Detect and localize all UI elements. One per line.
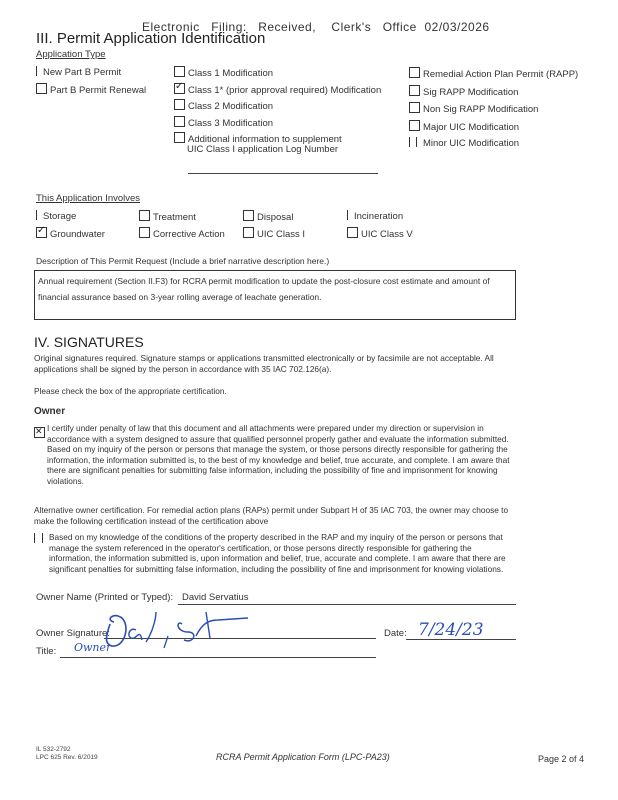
- option-label: Remedial Action Plan Permit (RAPP): [423, 69, 579, 80]
- alt-cert-intro-2: make the following certification instead of the certification above: [34, 516, 269, 526]
- app-type-col-2: [174, 66, 381, 155]
- involves-groundwater[interactable]: [36, 227, 105, 240]
- owner-signature-image[interactable]: [98, 606, 258, 650]
- uic-log-number-field[interactable]: [188, 173, 378, 174]
- owner-signature-label: Owner Signature:: [36, 628, 110, 639]
- title-underline: [60, 657, 376, 658]
- option-major-uic[interactable]: [409, 120, 578, 138]
- option-label: Corrective Action: [153, 229, 225, 240]
- option-label: Part B Permit Renewal: [50, 85, 147, 96]
- owner-cert-line-3: Based on my inquiry of the person or persons that manage the system, or those persons directly responsible for gathering the: [47, 444, 508, 455]
- checkbox[interactable]: [174, 66, 185, 77]
- owner-certification: [34, 423, 510, 486]
- option-label: Additional information to supplement: [188, 134, 342, 145]
- alt-cert-intro-1: Alternative owner certification. For remedial action plans (RAPs) permit under Subpart H of 35 IAC 703, the owner may choose to: [34, 505, 509, 515]
- option-non-sig-rapp[interactable]: [409, 102, 578, 120]
- application-type-label: Application Type: [36, 49, 106, 60]
- option-label: New Part B Permit: [43, 67, 122, 78]
- option-minor-uic[interactable]: [409, 137, 578, 155]
- alt-cert-line-1: Based on my knowledge of the conditions of the property described in the RAP and my inquiry of the person or persons that: [49, 532, 503, 542]
- checkbox-checked[interactable]: [174, 83, 185, 94]
- check-instruction: Please check the box of the appropriate certification.: [34, 386, 227, 396]
- footer-page-number: Page 2 of 4: [538, 754, 585, 764]
- electronic-filing-stamp: Electronic Filing: Received, Clerk's Office 02/03/2026: [142, 20, 490, 34]
- involves-uic-class-i[interactable]: [243, 227, 305, 240]
- checkbox[interactable]: [409, 67, 420, 78]
- option-additional-info[interactable]: [174, 132, 381, 144]
- date-underline: [406, 639, 516, 640]
- involves-disposal[interactable]: [243, 210, 293, 223]
- alt-cert-checkbox[interactable]: [34, 533, 37, 543]
- owner-name-label: Owner Name (Printed or Typed):: [36, 592, 174, 603]
- checkbox-checked[interactable]: [36, 227, 47, 238]
- option-label: Class 1* (prior approval required) Modification: [188, 84, 382, 96]
- option-label: Major UIC Modification: [423, 121, 520, 133]
- owner-cert-line-5: there are significant penalties for submitting false information, including the possibility of fine and imprisonment for knowing: [47, 465, 498, 476]
- checkbox-blank[interactable]: [409, 137, 412, 147]
- involves-treatment[interactable]: [139, 210, 196, 223]
- footer-code-1: IL 532-2792: [36, 746, 71, 753]
- involves-uic-class-v[interactable]: [347, 227, 413, 240]
- checkbox[interactable]: [174, 99, 185, 110]
- checkbox[interactable]: [243, 227, 254, 238]
- involves-corrective-action[interactable]: [139, 227, 225, 240]
- section-iv-title: IV. SIGNATURES: [34, 334, 144, 350]
- option-part-b-renewal[interactable]: [36, 83, 146, 100]
- checkbox[interactable]: [243, 210, 254, 221]
- option-label: Incineration: [354, 211, 404, 222]
- footer-form-name: RCRA Permit Application Form (LPC-PA23): [216, 752, 390, 762]
- option-class-2[interactable]: [174, 99, 381, 116]
- checkbox[interactable]: [139, 210, 150, 221]
- option-class-1-star[interactable]: [174, 83, 381, 100]
- option-label: UIC Class I: [257, 229, 306, 240]
- alt-cert-line-4: significant penalties for submitting false information, including the possibility of fine and imprisonment for knowing violations.: [49, 563, 504, 574]
- description-line-2: financial assurance based on 3-year rolling average of leachate generation.: [38, 292, 322, 302]
- checkbox[interactable]: [139, 227, 150, 238]
- owner-name-value[interactable]: David Servatius: [182, 592, 249, 603]
- option-label: Non Sig RAPP Modification: [423, 104, 539, 115]
- date-label: Date:: [384, 628, 407, 639]
- description-box[interactable]: [34, 270, 516, 320]
- title-value[interactable]: Owner: [74, 641, 112, 654]
- owner-cert-checkbox-x[interactable]: [34, 427, 45, 438]
- option-class-1[interactable]: [174, 66, 381, 83]
- description-label: Description of This Permit Request (Include a brief narrative description here.): [36, 256, 330, 266]
- option-label: Treatment: [153, 212, 196, 223]
- involves-incineration[interactable]: [347, 210, 403, 222]
- uic-log-number-label: UIC Class I application Log Number: [187, 144, 339, 155]
- alt-cert-line-2: manage the system referenced in the operator's certification, or those persons directly responsible for gathering the: [49, 542, 472, 553]
- checkbox-blank[interactable]: [36, 66, 39, 76]
- option-label: Class 2 Modification: [188, 101, 274, 112]
- checkbox[interactable]: [174, 116, 185, 127]
- option-label: Disposal: [257, 212, 294, 223]
- footer-code-2: LPC 625 Rev. 6/2019: [36, 754, 98, 761]
- signatures-intro-2: applications shall be signed by the person in accordance with 35 IAC 702.126(a).: [34, 364, 332, 374]
- option-label: Groundwater: [50, 229, 105, 240]
- involves-storage[interactable]: [36, 210, 76, 222]
- section-iii-title: III. Permit Application Identification: [36, 30, 266, 47]
- option-rapp[interactable]: [409, 67, 578, 85]
- description-line-1: Annual requirement (Section II.F3) for RCRA permit modification to update the post-closure cost estimate and amount of: [38, 276, 490, 286]
- option-label: Class 3 Modification: [188, 117, 274, 129]
- owner-cert-line-1: I certify under penalty of law that this document and all attachments were prepared under my direction or supervision in: [47, 423, 484, 433]
- option-class-3[interactable]: [174, 116, 381, 133]
- owner-heading: Owner: [34, 406, 66, 417]
- checkbox[interactable]: [409, 102, 420, 113]
- option-label: Sig RAPP Modification: [423, 86, 519, 98]
- owner-cert-line-6: violations.: [47, 476, 84, 486]
- signatures-intro-1: Original signatures required. Signature stamps or applications transmitted electronically or by facsimile are not acceptable. All: [34, 353, 494, 363]
- checkbox[interactable]: [409, 120, 420, 131]
- alt-cert-line-3: information, the information submitted is, upon information and belief, true, accurate and complete. I am aware that there are: [49, 553, 506, 564]
- checkbox-blank[interactable]: [36, 210, 39, 220]
- option-sig-rapp[interactable]: [409, 85, 578, 103]
- checkbox[interactable]: [36, 83, 47, 94]
- alt-cert-checkbox-right: [42, 533, 45, 543]
- owner-cert-line-2: accordance with a system designed to assure that qualified personnel properly gather and evaluate the information submitted.: [47, 433, 509, 444]
- checkbox[interactable]: [409, 85, 420, 96]
- option-label: UIC Class V: [361, 229, 413, 240]
- owner-cert-line-4: information, the information submitted is, to the best of my knowledge and belief, true accurate, and complete. I am aware that: [47, 454, 510, 465]
- app-type-col-3: [409, 67, 578, 155]
- date-value[interactable]: 7/24/23: [418, 620, 484, 640]
- checkbox-blank[interactable]: [416, 137, 419, 147]
- option-label: Class 1 Modification: [188, 68, 274, 79]
- owner-name-underline: [178, 604, 516, 605]
- option-new-part-b[interactable]: [36, 66, 146, 83]
- checkbox[interactable]: [347, 227, 358, 238]
- involves-label: This Application Involves: [36, 193, 141, 204]
- option-label: Minor UIC Modification: [423, 138, 520, 149]
- checkbox[interactable]: [174, 132, 185, 143]
- option-label: Storage: [43, 211, 77, 222]
- checkbox-blank[interactable]: [347, 210, 350, 220]
- title-label: Title:: [36, 646, 57, 657]
- app-type-col-1: [36, 66, 146, 100]
